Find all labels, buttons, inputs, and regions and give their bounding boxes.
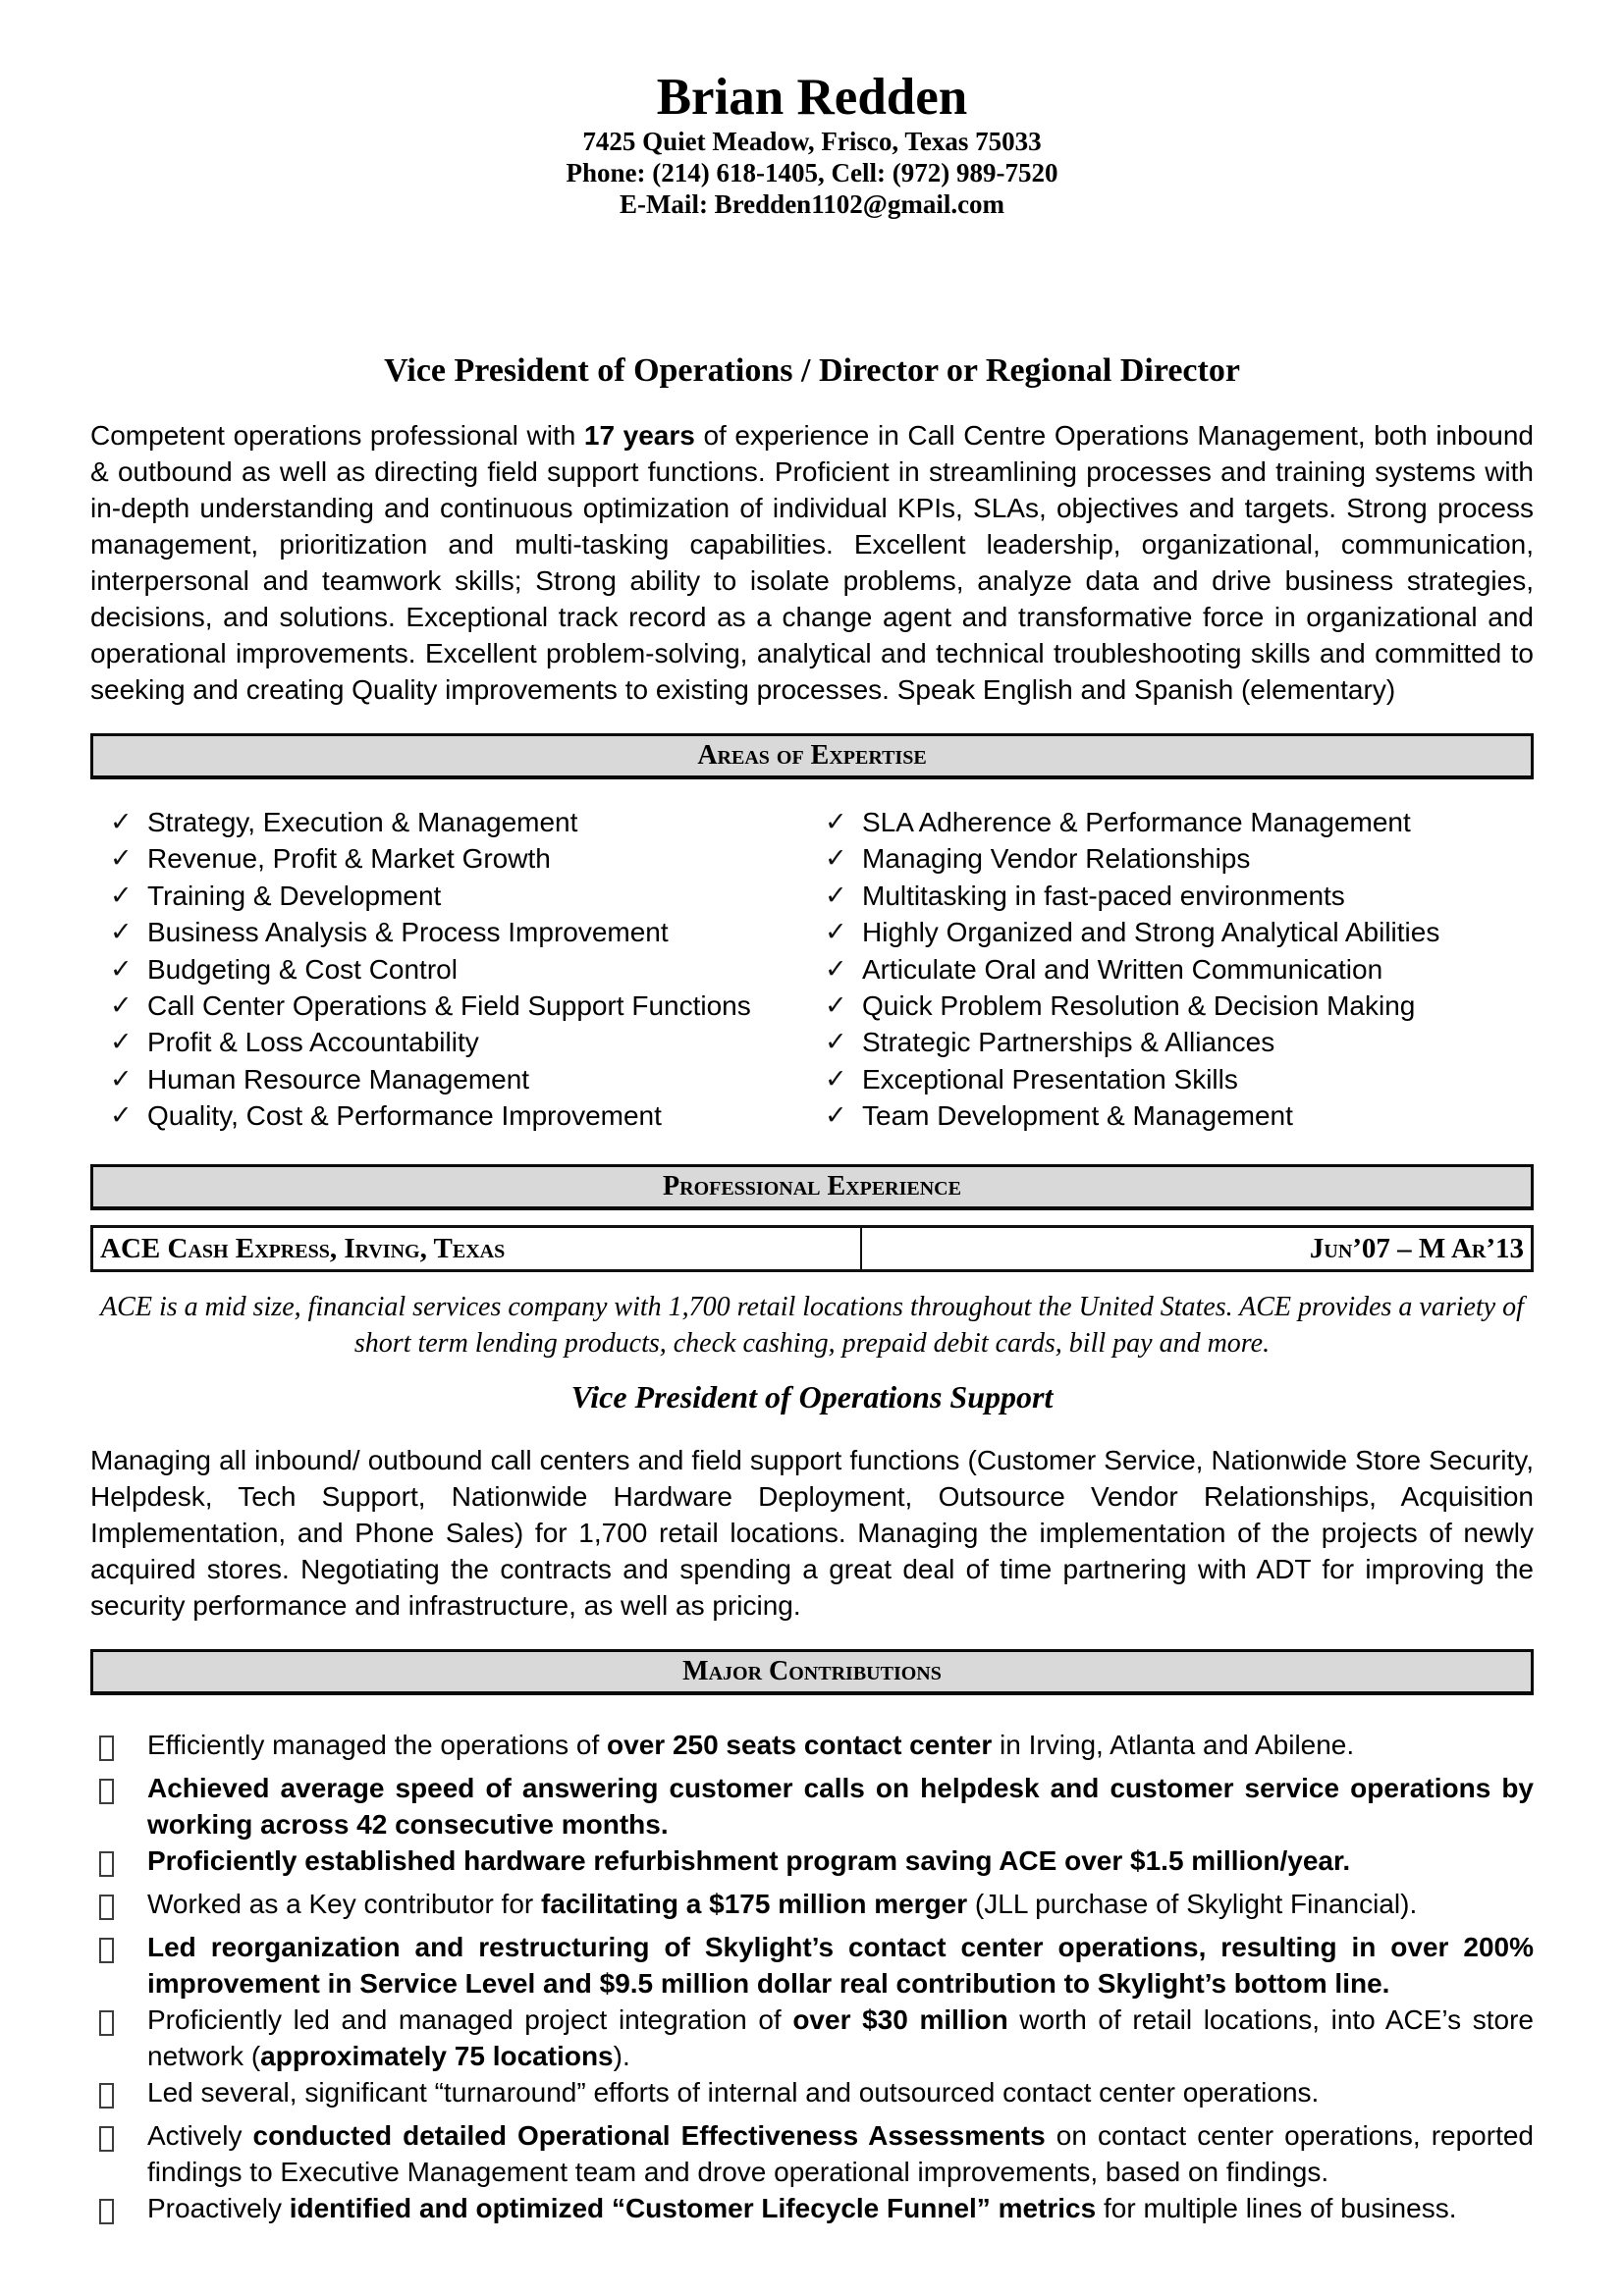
section-bar-areas-of-expertise: Areas of Expertise [90, 733, 1534, 779]
expertise-item [805, 914, 1534, 950]
checkmark-icon: ✓ [825, 953, 847, 984]
expertise-item [90, 804, 805, 840]
checkmark-icon: ✓ [825, 1027, 847, 1057]
expertise-item [805, 988, 1534, 1024]
checkmark-icon: ✓ [825, 1100, 847, 1131]
checkmark-icon: ✓ [110, 1063, 133, 1094]
contribution-text: Led reorganization and restructuring of Skylight’s contact center operations, resulting in over 200% improvement in Service Level and $9.5 million dollar real contribution to Skylight’s bottom line. [147, 1931, 1534, 1999]
contribution-item [90, 1770, 1534, 1842]
checkmark-icon: ✓ [825, 990, 847, 1021]
expertise-item [805, 1097, 1534, 1134]
expertise-item-label: Training & Development [147, 880, 442, 911]
expertise-item [805, 878, 1534, 914]
checkmark-icon: ✓ [110, 880, 133, 910]
expertise-item-label: Profit & Loss Accountability [147, 1027, 479, 1058]
expertise-item-label: Strategy, Execution & Management [147, 807, 578, 837]
contribution-item [90, 2074, 1534, 2117]
expertise-item [90, 1061, 805, 1097]
contribution-text: Led several, significant “turnaround” efforts of internal and outsourced contact center operations. [147, 2076, 1320, 2108]
job-title: Vice President of Operations Support [570, 1378, 1054, 1415]
bullet-box-icon [90, 2117, 147, 2190]
bullet-box-icon [90, 1727, 147, 1770]
section-bar-professional-experience: Professional Experience [90, 1164, 1534, 1210]
job-summary-paragraph: Managing all inbound/ outbound call centers and field support functions (Customer Service, Nationwide Store Security, Helpdesk, Tech Support, Nationwide Hardware Deployment, Outsource Vendor Relationships, Acquisition Implementation, and Phone Sales) for 1,700 retail locations. Managing the implementation of the projects of newly acquired stores. Negotiating the contracts and spending a great deal of time partnering with ADT for improving the security performance and infrastructure, as well as pricing. [90, 1444, 1534, 1621]
expertise-item [805, 951, 1534, 988]
checkmark-icon: ✓ [110, 917, 133, 947]
expertise-item-label: Multitasking in fast-paced environments [862, 880, 1345, 911]
checkmark-icon: ✓ [825, 917, 847, 947]
checkmark-icon: ✓ [825, 880, 847, 910]
expertise-item [90, 1097, 805, 1134]
expertise-item-label: Revenue, Profit & Market Growth [147, 843, 551, 875]
contribution-text: Proficiently established hardware refurbishment program saving ACE over $1.5 million/year. [147, 1844, 1351, 1876]
contribution-text: Proactively identified and optimized “Customer Lifecycle Funnel” metrics for multiple lines of business. [147, 2192, 1457, 2223]
contribution-item [90, 1842, 1534, 1886]
experience-row [90, 1225, 1534, 1272]
bullet-box-icon [90, 2002, 147, 2074]
checkmark-icon: ✓ [110, 843, 133, 874]
contribution-text: Efficiently managed the operations of over 250 seats contact center in Irving, Atlanta and Abilene. [147, 1729, 1355, 1760]
section-bar-major-contributions: Major Contributions [90, 1649, 1534, 1695]
experience-company: ACE Cash Express, Irving, Texas [93, 1228, 862, 1269]
summary-paragraph: Competent operations professional with 17 years of experience in Call Centre Operations Management, both inbound & outbound as well as directing field support functions. Proficient in streamlining processes and training systems with in-depth understanding and continuous optimization of individual KPIs, SLAs, objectives and targets. Strong process management, prioritization and multi-tasking capabilities. Excellent leadership, organizational, communication, interpersonal and teamwork skills; Strong ability to isolate problems, analyze data and drive business strategies, decisions, and solutions. Exceptional track record as a change agent and transformative force in organizational and operational improvements. Excellent problem-solving, analytical and technical troubleshooting skills and committed to seeking and creating Quality improvements to existing processes. Speak English and Spanish (elementary) [90, 420, 1534, 705]
checkmark-icon: ✓ [110, 1100, 133, 1131]
email-line: E-Mail: Bredden1102@gmail.com [619, 189, 1005, 219]
expertise-item [90, 951, 805, 988]
address-line: 7425 Quiet Meadow, Frisco, Texas 75033 [582, 127, 1042, 156]
contribution-text: Actively conducted detailed Operational Effectiveness Assessments on contact center operations, reported findings to Executive Management team and drove operational improvements, based on findings. [147, 2119, 1534, 2187]
contribution-text: Worked as a Key contributor for facilitating a $175 million merger (JLL purchase of Skylight Financial). [147, 1888, 1418, 1919]
expertise-item [90, 840, 805, 877]
checkmark-icon: ✓ [110, 807, 133, 836]
bullet-box-icon [90, 1842, 147, 1886]
contribution-item [90, 1929, 1534, 2002]
expertise-item [90, 914, 805, 950]
contribution-item [90, 2190, 1534, 2233]
checkmark-icon: ✓ [110, 1027, 133, 1057]
expertise-item-label: Quality, Cost & Performance Improvement [147, 1100, 662, 1132]
expertise-column-right [805, 804, 1534, 1135]
contributions-list [90, 1727, 1534, 2233]
bullet-box-icon [90, 1770, 147, 1842]
expertise-item-label: Exceptional Presentation Skills [862, 1063, 1238, 1095]
expertise-item-label: Highly Organized and Strong Analytical Abilities [862, 917, 1440, 948]
expertise-item-label: SLA Adherence & Performance Management [862, 807, 1411, 837]
checkmark-icon: ✓ [825, 807, 847, 836]
contribution-text: Achieved average speed of answering customer calls on helpdesk and customer service operations by working across 42 consecutive months. [147, 1772, 1534, 1840]
expertise-item-label: Budgeting & Cost Control [147, 953, 458, 985]
candidate-name: Brian Redden [656, 69, 968, 126]
expertise-item-label: Business Analysis & Process Improvement [147, 917, 669, 948]
contribution-item [90, 1727, 1534, 1770]
expertise-item-label: Quick Problem Resolution & Decision Making [862, 990, 1416, 1022]
contribution-text: Proficiently led and managed project integration of over $30 million worth of retail locations, into ACE’s store network (approximately 75 locations). [147, 2003, 1535, 2071]
expertise-item-label: Team Development & Management [862, 1100, 1293, 1132]
contribution-item [90, 2117, 1534, 2190]
expertise-item [90, 1024, 805, 1060]
expertise-item [805, 1061, 1534, 1097]
expertise-item-label: Managing Vendor Relationships [862, 843, 1251, 875]
expertise-item [90, 878, 805, 914]
expertise-item-label: Strategic Partnerships & Alliances [862, 1027, 1275, 1058]
bullet-box-icon [90, 1929, 147, 2002]
target-role-title: Vice President of Operations / Director or Regional Director [384, 352, 1240, 389]
expertise-item-label: Articulate Oral and Written Communication [862, 953, 1383, 985]
expertise-item [805, 804, 1534, 840]
expertise-item [805, 840, 1534, 877]
contribution-item [90, 1886, 1534, 1929]
checkmark-icon: ✓ [110, 953, 133, 984]
expertise-grid [90, 804, 1534, 1135]
resume-header [90, 69, 1534, 220]
expertise-item-label: Human Resource Management [147, 1063, 530, 1095]
bullet-box-icon [90, 1886, 147, 1929]
checkmark-icon: ✓ [825, 843, 847, 874]
phone-line: Phone: (214) 618-1405, Cell: (972) 989-7520 [566, 158, 1058, 187]
bullet-box-icon [90, 2074, 147, 2117]
company-description: ACE is a mid size, financial services company with 1,700 retail locations throughout the United States. ACE provides a variety of short term lending products, check cashing, prepaid debit cards, bill pay and more. [100, 1291, 1524, 1359]
experience-dates: Jun’07 – M Ar’13 [1309, 1232, 1524, 1264]
contribution-item [90, 2002, 1534, 2074]
expertise-item [805, 1024, 1534, 1060]
expertise-item-label: Call Center Operations & Field Support Functions [147, 990, 751, 1022]
expertise-item [90, 988, 805, 1024]
expertise-column-left [90, 804, 805, 1135]
checkmark-icon: ✓ [825, 1063, 847, 1094]
bullet-box-icon [90, 2190, 147, 2233]
checkmark-icon: ✓ [110, 990, 133, 1021]
